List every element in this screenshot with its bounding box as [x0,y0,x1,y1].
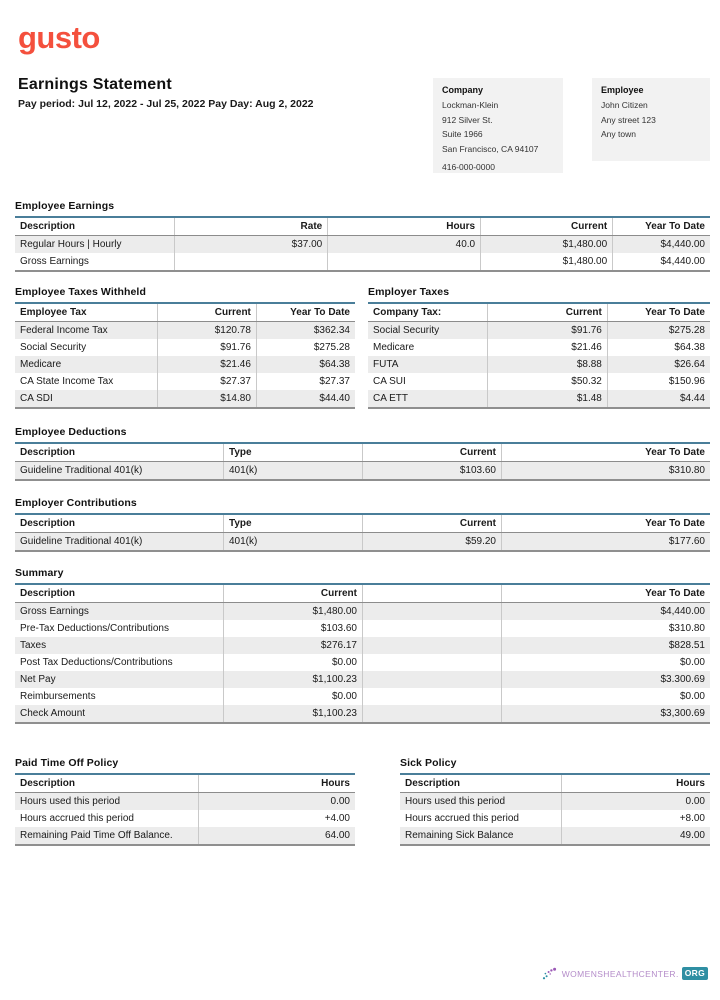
employee-taxes-table [15,302,355,409]
table-row [15,236,710,254]
company-label: Company [442,85,484,95]
employer-taxes-table [368,302,710,409]
table-cell [363,637,502,654]
table-cell: 0.00 [685,796,705,807]
watermark-text: WOMENSHEALTHCENTER. [561,968,679,979]
table-cell: $3,300.69 [660,708,705,719]
table-cell: $64.38 [674,342,705,353]
column-header: Current [363,443,502,462]
watermark-org-badge: ORG [682,967,708,980]
table-cell: Hours used this period [400,793,561,811]
employee-label: Employee [601,85,644,95]
table-cell: $91.76 [488,322,608,340]
table-cell: $3.300.69 [660,674,705,685]
table-cell: CA SUI [368,373,488,390]
table-cell: $1,100.23 [224,705,363,723]
table-header-row [15,443,710,462]
column-header: Current [158,303,257,322]
table-cell: Gross Earnings [15,603,224,621]
table-cell: Check Amount [15,705,224,723]
table-cell: Social Security [15,339,158,356]
table-cell: CA State Income Tax [15,373,158,390]
table-row [400,793,710,811]
info-line: San Francisco, CA 94107 [442,143,539,154]
table-cell: +4.00 [324,813,350,824]
table-cell: 64.00 [324,830,350,841]
table-cell [175,253,328,271]
column-header: Hours [328,217,481,236]
section-title: Employee Deductions [15,426,127,438]
watermark [542,966,708,981]
table-row [15,671,710,688]
table-cell: $275.28 [668,325,705,336]
table-cell: Social Security [368,322,488,340]
table-cell: +8.00 [679,813,705,824]
table-cell: $37.00 [175,236,328,254]
table-row [15,688,710,705]
table-cell: $27.37 [158,373,257,390]
table-cell: $362.34 [313,325,350,336]
table-cell: $828.51 [668,640,705,651]
table-row [400,810,710,827]
table-row [15,620,710,637]
table-cell: $177.60 [668,536,705,547]
info-line: Any town [601,129,636,140]
table-cell: FUTA [368,356,488,373]
table-cell [363,671,502,688]
table-cell: Pre-Tax Deductions/Contributions [15,620,224,637]
table-cell: $276.17 [224,637,363,654]
gusto-logo: gusto [18,20,100,55]
table-cell: Remaining Sick Balance [400,827,561,845]
table-cell: CA SDI [15,390,158,408]
section-employer-contributions [15,497,710,552]
section-employee-earnings [15,200,710,272]
table-header-row [400,774,710,793]
info-line: Lockman-Klein [442,100,499,110]
table-cell: Medicare [15,356,158,373]
company-lines [442,100,554,172]
table-cell: $64.38 [319,359,350,370]
column-header: Description [400,774,561,793]
dots-swirl-icon [542,966,559,981]
column-header: Current [224,584,363,603]
table-cell: $91.76 [158,339,257,356]
table-row [15,253,710,271]
table-row [15,322,355,340]
pto-policy-table [15,773,355,846]
section-title: Employee Earnings [15,200,115,212]
column-header: Description [15,584,224,603]
table-cell: $21.46 [158,356,257,373]
table-cell: Federal Income Tax [15,322,158,340]
table-cell: $0.00 [679,691,705,702]
table-cell: Net Pay [15,671,224,688]
table-cell: Gross Earnings [15,253,175,271]
table-header-row [15,774,355,793]
table-cell: $1,480.00 [224,603,363,621]
title-block [18,76,314,110]
info-line: Any street 123 [601,114,656,125]
sick-policy-table [400,773,710,846]
table-cell: $1,100.23 [224,671,363,688]
employee-deductions-table [15,442,710,481]
table-cell: Hours accrued this period [400,810,561,827]
table-cell: $50.32 [488,373,608,390]
table-row [15,339,355,356]
table-cell [328,253,481,271]
table-cell: $103.60 [224,620,363,637]
table-row [15,637,710,654]
info-line: 912 Silver St. [442,114,493,125]
table-cell: 0.00 [330,796,350,807]
table-cell: $0.00 [224,654,363,671]
column-header: Hours [561,774,710,793]
table-cell: $4,440.00 [660,256,705,267]
table-cell: $44.40 [319,393,350,404]
column-header [363,584,502,603]
table-row [15,810,355,827]
section-summary [15,567,710,724]
table-cell: $27.37 [319,376,350,387]
table-cell: $310.80 [668,623,705,634]
column-header: Year To Date [502,443,711,462]
pay-period-text: Pay period: Jul 12, 2022 - Jul 25, 2022 Pay Day: Aug 2, 2022 [18,98,314,110]
page-title: Earnings Statement [18,76,172,93]
table-row [368,322,710,340]
column-header: Year To Date [256,303,355,322]
table-cell [363,688,502,705]
info-line: 416-000-0000 [442,161,495,172]
table-row [15,462,710,481]
column-header: Description [15,443,224,462]
table-cell: 401(k) [224,533,363,552]
table-cell: $4,440.00 [660,239,705,250]
table-row [368,390,710,408]
table-cell: Hours used this period [15,793,199,811]
section-title: Summary [15,567,64,579]
column-header: Rate [175,217,328,236]
employer-contributions-table [15,513,710,552]
table-cell: 49.00 [679,830,705,841]
section-sick-policy [400,757,710,846]
section-title: Employee Taxes Withheld [15,286,146,298]
table-cell [363,620,502,637]
column-header: Type [224,443,363,462]
table-row [15,705,710,723]
table-row [400,827,710,845]
column-header: Type [224,514,363,533]
table-cell [363,603,502,621]
employee-lines [601,100,701,139]
table-cell: $1,480.00 [481,236,613,254]
table-row [368,339,710,356]
section-title: Employer Contributions [15,497,137,509]
section-employee-taxes [15,286,355,409]
table-header-row [15,514,710,533]
table-cell: $0.00 [679,657,705,668]
section-employee-deductions [15,426,710,481]
table-cell: $8.88 [488,356,608,373]
section-title: Employer Taxes [368,286,450,298]
table-cell: 40.0 [328,236,481,254]
table-cell: Hours accrued this period [15,810,199,827]
table-cell: $26.64 [674,359,705,370]
column-header: Year To Date [613,217,710,236]
section-employer-taxes [368,286,710,409]
table-cell: $4.44 [679,393,705,404]
column-header: Year To Date [607,303,710,322]
table-header-row [368,303,710,322]
table-row [15,356,355,373]
column-header: Company Tax: [368,303,488,322]
table-cell: Medicare [368,339,488,356]
company-info-box [433,78,563,173]
table-cell: $59.20 [363,533,502,552]
table-cell: Reimbursements [15,688,224,705]
employee-earnings-table [15,216,710,272]
table-cell: Regular Hours | Hourly [15,236,175,254]
column-header: Year To Date [502,584,711,603]
table-row [15,373,355,390]
table-cell: $150.96 [668,376,705,387]
table-row [368,356,710,373]
table-cell: $1.48 [488,390,608,408]
table-row [368,373,710,390]
table-header-row [15,303,355,322]
table-cell: $1,480.00 [481,253,613,271]
employee-info-box [592,78,710,161]
table-header-row [15,217,710,236]
table-row [15,390,355,408]
table-cell: Taxes [15,637,224,654]
column-header: Description [15,514,224,533]
table-row [15,654,710,671]
table-cell: $0.00 [224,688,363,705]
summary-table [15,583,710,724]
column-header: Employee Tax [15,303,158,322]
column-header: Current [363,514,502,533]
section-title: Sick Policy [400,757,457,769]
table-cell: Remaining Paid Time Off Balance. [15,827,199,845]
column-header: Current [481,217,613,236]
column-header: Description [15,774,199,793]
table-row [15,603,710,621]
column-header: Hours [199,774,355,793]
table-cell: $275.28 [313,342,350,353]
table-cell: $14.80 [158,390,257,408]
info-line: John Citizen [601,100,648,110]
table-cell: $4,440.00 [660,606,705,617]
table-cell: $21.46 [488,339,608,356]
info-line: Suite 1966 [442,129,483,140]
section-pto-policy [15,757,355,846]
table-cell: 401(k) [224,462,363,481]
table-cell: $103.60 [363,462,502,481]
column-header: Year To Date [502,514,711,533]
table-row [15,793,355,811]
table-cell: $310.80 [668,465,705,476]
column-header: Description [15,217,175,236]
table-row [15,827,355,845]
table-row [15,533,710,552]
table-header-row [15,584,710,603]
table-cell: Guideline Traditional 401(k) [15,462,224,481]
section-title: Paid Time Off Policy [15,757,119,769]
table-cell [363,705,502,723]
column-header: Current [488,303,608,322]
table-cell [363,654,502,671]
table-cell: $120.78 [158,322,257,340]
table-cell: Post Tax Deductions/Contributions [15,654,224,671]
table-cell: Guideline Traditional 401(k) [15,533,224,552]
table-cell: CA ETT [368,390,488,408]
